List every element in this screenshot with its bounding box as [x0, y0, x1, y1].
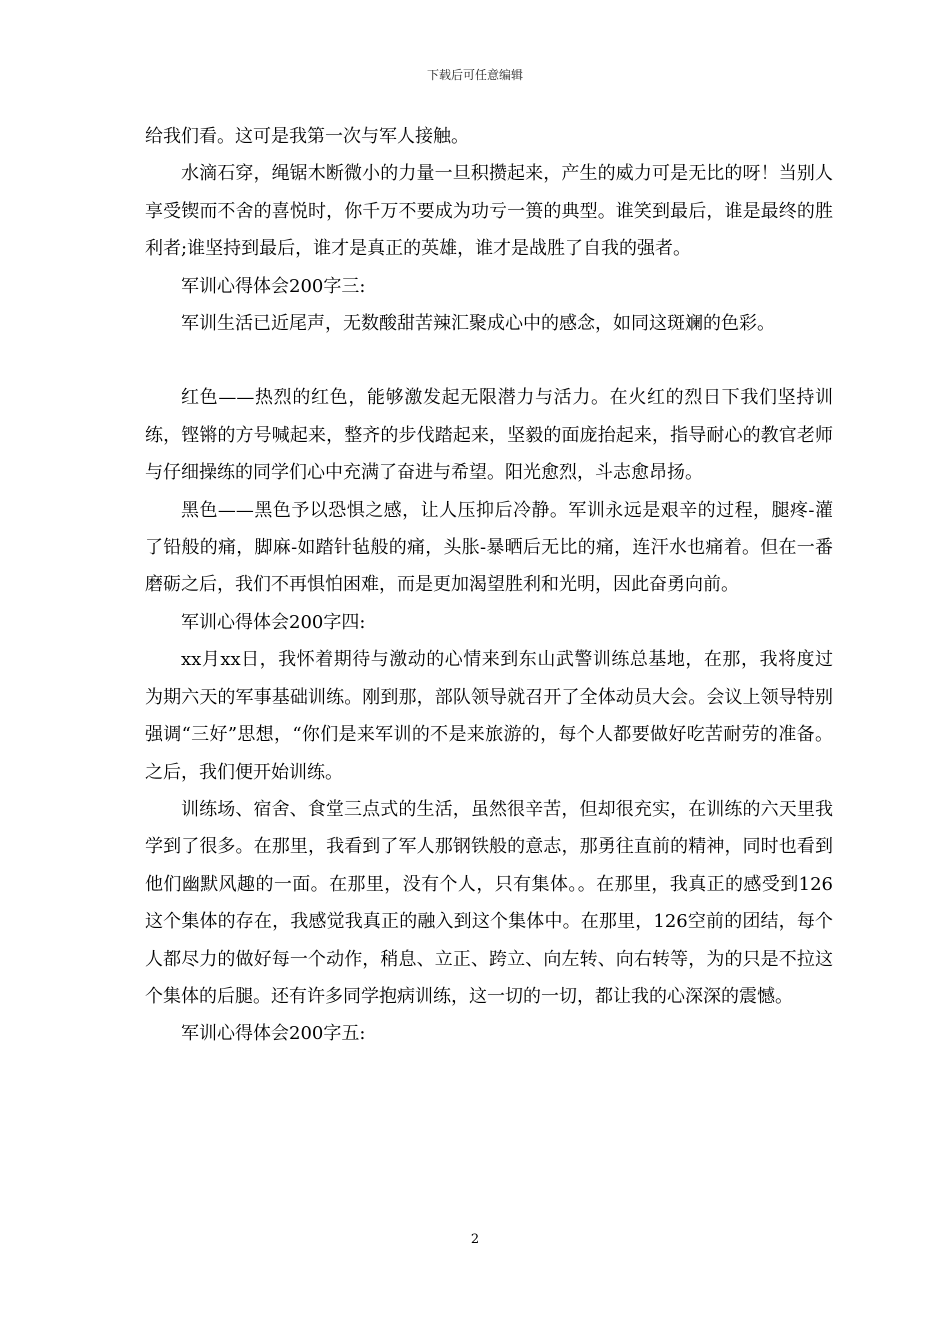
- page-number: 2: [470, 1232, 480, 1247]
- page-header: 下载后可任意编辑: [426, 68, 523, 82]
- section-heading-five: 军训心得体会200字五:: [181, 1023, 366, 1045]
- document-body: [145, 118, 833, 1053]
- paragraph-black: 黑色——黑色予以恐惧之感，让人压抑后冷静。军训永远是艰辛的过程，腿疼-灌了铅般的痛，脚麻-如踏针毡般的痛，头胀-暴晒后无比的痛，连汗水也痛着。但在一番磨砺之后，我们不再惧怕困难，而是更加渴望胜利和光明，因此奋勇向前。: [145, 499, 833, 596]
- paragraph-perseverance: 水滴石穿，绳锯木断微小的力量一旦积攒起来，产生的威力可是无比的呀！当别人享受锲而不舍的喜悦时，你千万不要成为功亏一篑的典型。谁笑到最后，谁是最终的胜利者;谁坚持到最后，谁才是真正的英雄，谁才是战胜了自我的强者。: [145, 163, 833, 260]
- paragraph-arrival: xx月xx日，我怀着期待与激动的心情来到东山武警训练总基地，在那，我将度过为期六天的军事基础训练。刚到那，部队领导就召开了全体动员大会。会议上领导特别强调“三好”思想，“你们是来军训的不是来旅游的，每个人都要做好吃苦耐劳的准备。之后，我们便开始训练。: [145, 649, 833, 783]
- section-heading-three: 军训心得体会200字三:: [181, 275, 366, 297]
- section-heading-four: 军训心得体会200字四:: [181, 611, 366, 633]
- paragraph-continuation: 给我们看。这可是我第一次与军人接触。: [145, 126, 469, 147]
- paragraph-intro-colors: 军训生活已近尾声，无数酸甜苦辣汇聚成心中的感念，如同这斑斓的色彩。: [181, 313, 775, 335]
- paragraph-training-life: 训练场、宿舍、食堂三点式的生活，虽然很辛苦，但却很充实，在训练的六天里我学到了很多。在那里，我看到了军人那钢铁般的意志，那勇往直前的精神，同时也看到他们幽默风趣的一面。在那里，没有个人，只有集体。。在那里，我真正的感受到126这个集体的存在，我感觉我真正的融入到这个集体中。在那里，126空前的团结，每个人都尽力的做好每一个动作，稍息、立正、跨立、向左转、向右转等，为的只是不拉这个集体的后腿。还有许多同学抱病训练，这一切的一切，都让我的心深深的震憾。: [145, 798, 833, 1007]
- paragraph-red: 红色——热烈的红色，能够激发起无限潜力与活力。在火红的烈日下我们坚持训练，铿锵的方号喊起来，整齐的步伐踏起来，坚毅的面庞抬起来，指导耐心的教官老师与仔细操练的同学们心中充满了奋进与希望。阳光愈烈，斗志愈昂扬。: [145, 387, 833, 484]
